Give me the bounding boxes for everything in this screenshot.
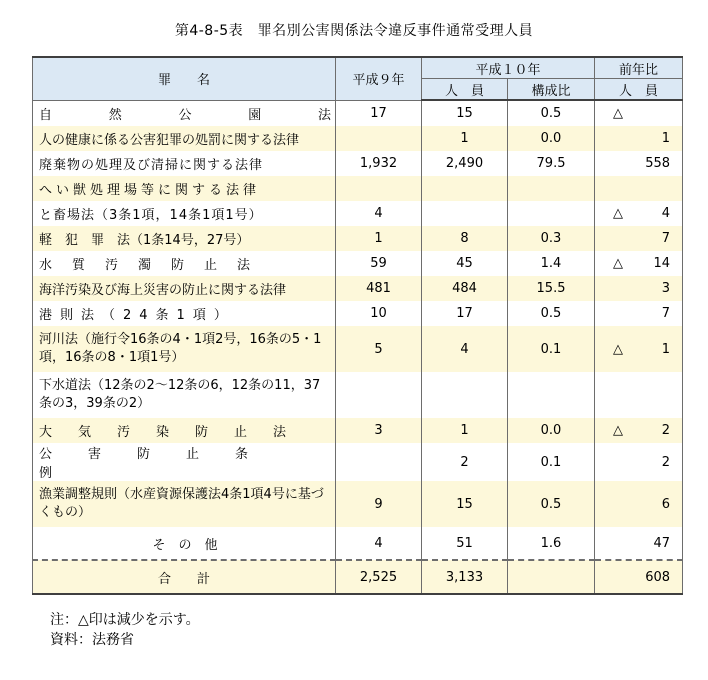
cell-ratio: 79.5	[508, 151, 595, 176]
total-diff: 608	[645, 569, 671, 585]
cell-h10: 2,490	[422, 151, 508, 176]
cell-h9: 4	[336, 201, 422, 226]
row-name: 軽 犯 罪 法（1条14号，27号）	[33, 226, 336, 251]
row-name: 河川法（施行令16条の4・1項2号，16条の5・1項，16条の8・1項1号）	[33, 326, 336, 372]
row-name: 港則法（24条1項）	[33, 301, 336, 326]
decrease-mark: △	[613, 106, 624, 121]
cell-diff: 47	[653, 535, 671, 551]
cell-h9: 3	[336, 418, 422, 443]
row-name: 漁業調整規則（水産資源保護法4条1項4号に基づくもの）	[33, 481, 336, 527]
cell-ratio: 0.1	[508, 443, 595, 481]
total-label: 合 計	[33, 560, 336, 594]
table-row	[33, 126, 683, 151]
cell-diff: 6	[661, 496, 671, 512]
cell-h9: 59	[336, 251, 422, 276]
cell-h10: 17	[422, 301, 508, 326]
total-ratio	[508, 560, 595, 594]
decrease-mark: △	[613, 256, 624, 271]
cell-h9: 5	[336, 326, 422, 372]
cell-diff: 7	[661, 306, 671, 321]
row-name: 大気汚染防止法	[33, 418, 336, 443]
header-h10-ratio: 構成比	[508, 79, 595, 101]
row-name: 海洋汚染及び海上災害の防止に関する法律	[33, 276, 336, 301]
cell-ratio: 0.5	[508, 301, 595, 326]
cell-h10: 1	[422, 418, 508, 443]
cell-diff: 2	[661, 423, 671, 438]
header-h10: 平成１０年	[422, 57, 595, 79]
cell-h10: 51	[422, 527, 508, 560]
row-name: 公害防止条例	[33, 443, 336, 481]
row-name: と畜場法（3条1項，14条1項1号）	[33, 201, 336, 226]
cell-h9	[336, 443, 422, 481]
table-row	[33, 481, 683, 527]
cell-ratio	[508, 176, 595, 201]
cell-diff: 3	[661, 281, 671, 296]
table-row	[33, 100, 683, 126]
cell-h10: 15	[422, 100, 508, 126]
table-row	[33, 276, 683, 301]
cell-ratio: 0.5	[508, 481, 595, 527]
row-name: そ の 他	[33, 527, 336, 560]
table-row	[33, 527, 683, 560]
cell-diff: 2	[661, 454, 671, 470]
cell-ratio: 0.0	[508, 418, 595, 443]
header-prev: 前年比	[595, 57, 683, 79]
cell-ratio: 0.3	[508, 226, 595, 251]
table-row	[33, 301, 683, 326]
cell-h10	[422, 176, 508, 201]
header-name: 罪 名	[33, 57, 336, 100]
row-name: 人の健康に係る公害犯罪の処罰に関する法律	[33, 126, 336, 151]
table-row	[33, 176, 683, 201]
cell-h9: 9	[336, 481, 422, 527]
decrease-mark: △	[613, 423, 624, 438]
cell-diff: 4	[661, 206, 671, 221]
cell-h10: 45	[422, 251, 508, 276]
cell-h9: 10	[336, 301, 422, 326]
row-name: 下水道法（12条の2～12条の6，12条の11，37条の3，39条の2）	[33, 372, 336, 418]
cell-h9	[336, 126, 422, 151]
cell-ratio	[508, 201, 595, 226]
row-name: 廃棄物の処理及び清掃に関する法律	[33, 151, 336, 176]
cell-h10: 2	[422, 443, 508, 481]
cell-h10: 484	[422, 276, 508, 301]
table-row	[33, 151, 683, 176]
table-title: 第4-8-5表 罪名別公害関係法令違反事件通常受理人員	[174, 23, 534, 39]
cell-ratio: 1.6	[508, 527, 595, 560]
cell-h9: 17	[336, 100, 422, 126]
cell-h10	[422, 372, 508, 418]
cell-diff: 1	[661, 131, 671, 146]
cell-h9: 4	[336, 527, 422, 560]
header-h10-person: 人 員	[422, 79, 508, 101]
violation-table	[32, 56, 683, 595]
note-decrease: 注：△印は減少を示す。	[50, 612, 200, 628]
cell-h9: 481	[336, 276, 422, 301]
cell-h10	[422, 201, 508, 226]
cell-h9: 1	[336, 226, 422, 251]
cell-diff: 14	[653, 256, 671, 271]
cell-diff: 558	[645, 156, 671, 171]
cell-h10: 1	[422, 126, 508, 151]
cell-h10: 4	[422, 326, 508, 372]
decrease-mark: △	[613, 341, 624, 357]
header-prev-person: 人 員	[595, 79, 683, 101]
row-name: 水質汚濁防止法	[33, 251, 336, 276]
total-h10: 3,133	[422, 560, 508, 594]
row-name: へい獣処理場等に関する法律	[33, 176, 336, 201]
table-row	[33, 443, 683, 481]
cell-ratio: 0.5	[508, 100, 595, 126]
table-row	[33, 251, 683, 276]
cell-h10: 8	[422, 226, 508, 251]
cell-h9: 1,932	[336, 151, 422, 176]
cell-diff: 1	[661, 341, 671, 357]
note-source: 資料：法務省	[50, 632, 134, 648]
cell-ratio: 0.1	[508, 326, 595, 372]
cell-diff: 7	[661, 231, 671, 246]
cell-ratio: 0.0	[508, 126, 595, 151]
table-row	[33, 201, 683, 226]
total-h9: 2,525	[336, 560, 422, 594]
cell-ratio	[508, 372, 595, 418]
cell-h10: 15	[422, 481, 508, 527]
header-h9: 平成９年	[336, 57, 422, 100]
decrease-mark: △	[613, 206, 624, 221]
notes	[50, 610, 200, 650]
cell-ratio: 1.4	[508, 251, 595, 276]
table-row	[33, 326, 683, 372]
row-name: 自 然 公 園 法	[39, 107, 331, 123]
cell-ratio: 15.5	[508, 276, 595, 301]
cell-h9	[336, 372, 422, 418]
table-row	[33, 372, 683, 418]
cell-h9	[336, 176, 422, 201]
table-row	[33, 226, 683, 251]
table-row	[33, 418, 683, 443]
total-row	[33, 560, 683, 594]
